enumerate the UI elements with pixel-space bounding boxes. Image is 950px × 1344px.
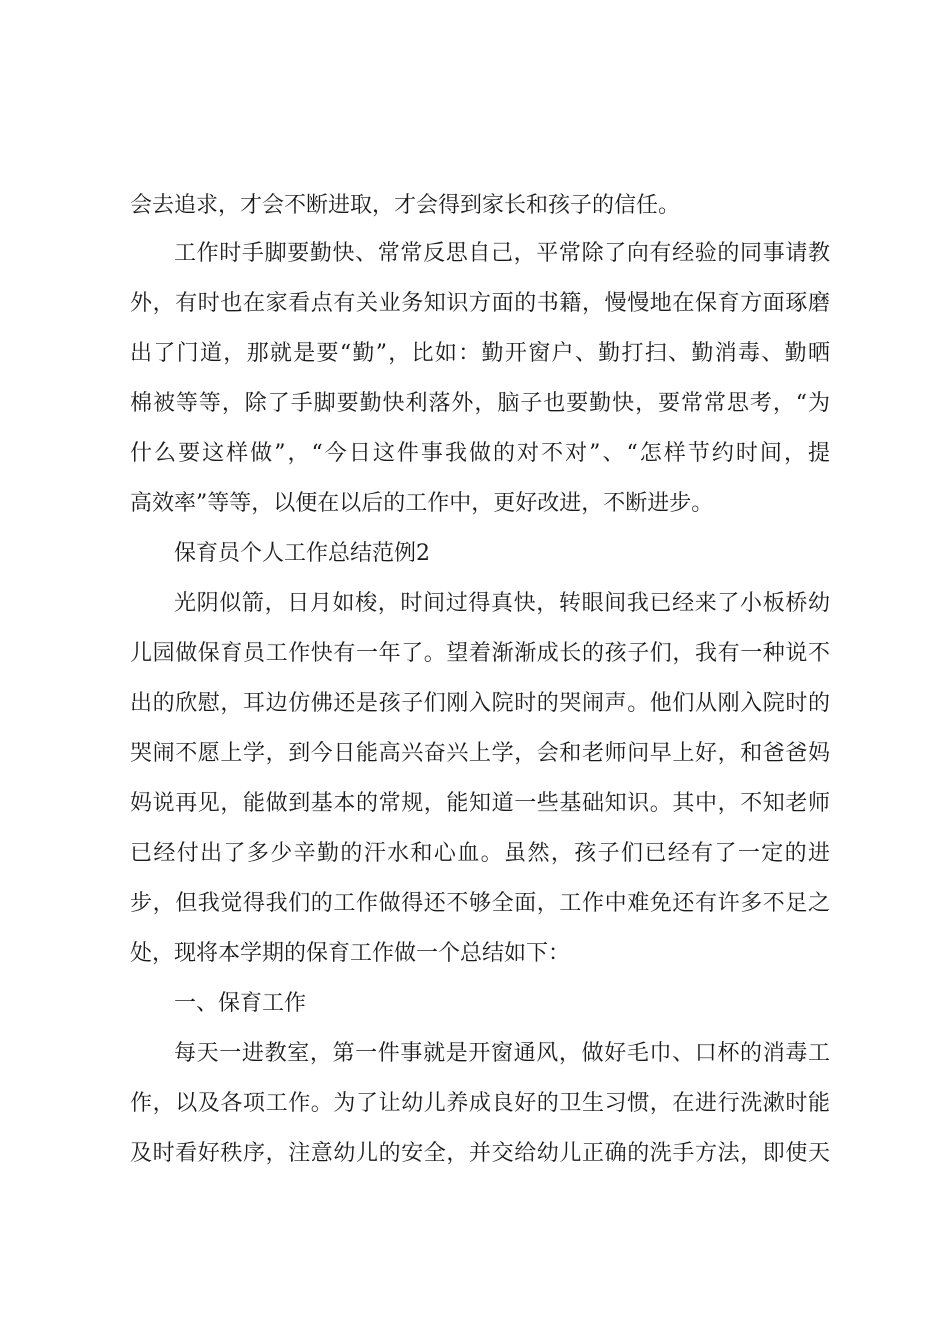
paragraph-line: 高效率”等等，以便在以后的工作中，更好改进，不断进步。 <box>130 491 714 516</box>
paragraph-line: 哭闹不愿上学，到今日能高兴奋兴上学，会和老师问早上好，和爸爸妈 <box>130 741 830 766</box>
paragraph-line: 棉被等等，除了手脚要勤快利落外，脑子也要勤快，要常常思考，“为 <box>130 391 830 416</box>
paragraph-line: 步，但我觉得我们的工作做得还不够全面，工作中难免还有许多不足之 <box>130 891 830 916</box>
paragraph-line: 每天一进教室，第一件事就是开窗通风，做好毛巾、口杯的消毒工 <box>174 1041 830 1066</box>
paragraph-line: 外，有时也在家看点有关业务知识方面的书籍，慢慢地在保育方面琢磨 <box>130 291 830 316</box>
paragraph-line: 作，以及各项工作。为了让幼儿养成良好的卫生习惯，在进行洗漱时能 <box>130 1091 830 1116</box>
paragraph-line: 已经付出了多少辛勤的汗水和心血。虽然，孩子们已经有了一定的进 <box>130 841 830 866</box>
paragraph-line: 出的欣慰，耳边仿佛还是孩子们刚入院时的哭闹声。他们从刚入院时的 <box>130 691 830 716</box>
paragraph-line: 儿园做保育员工作快有一年了。望着渐渐成长的孩子们，我有一种说不 <box>130 641 830 666</box>
paragraph-line: 会去追求，才会不断进取，才会得到家长和孩子的信任。 <box>130 193 681 218</box>
paragraph-line: 工作时手脚要勤快、常常反思自己，平常除了向有经验的同事请教 <box>174 241 830 266</box>
paragraph-line: 处，现将本学期的保育工作做一个总结如下： <box>130 941 571 966</box>
paragraph-line: 出了门道，那就是要“勤”，比如：勤开窗户、勤打扫、勤消毒、勤晒 <box>130 341 830 366</box>
section-title: 保育员个人工作总结范例2 <box>174 541 430 566</box>
section-heading: 一、保育工作 <box>174 991 307 1016</box>
paragraph-line: 及时看好秩序，注意幼儿的安全，并交给幼儿正确的洗手方法，即使天 <box>130 1141 830 1166</box>
paragraph-line: 什么要这样做”，“今日这件事我做的对不对”、“怎样节约时间，提 <box>130 441 830 466</box>
paragraph-line: 妈说再见，能做到基本的常规，能知道一些基础知识。其中，不知老师 <box>130 791 830 816</box>
paragraph-line: 光阴似箭，日月如梭，时间过得真快，转眼间我已经来了小板桥幼 <box>174 591 830 616</box>
